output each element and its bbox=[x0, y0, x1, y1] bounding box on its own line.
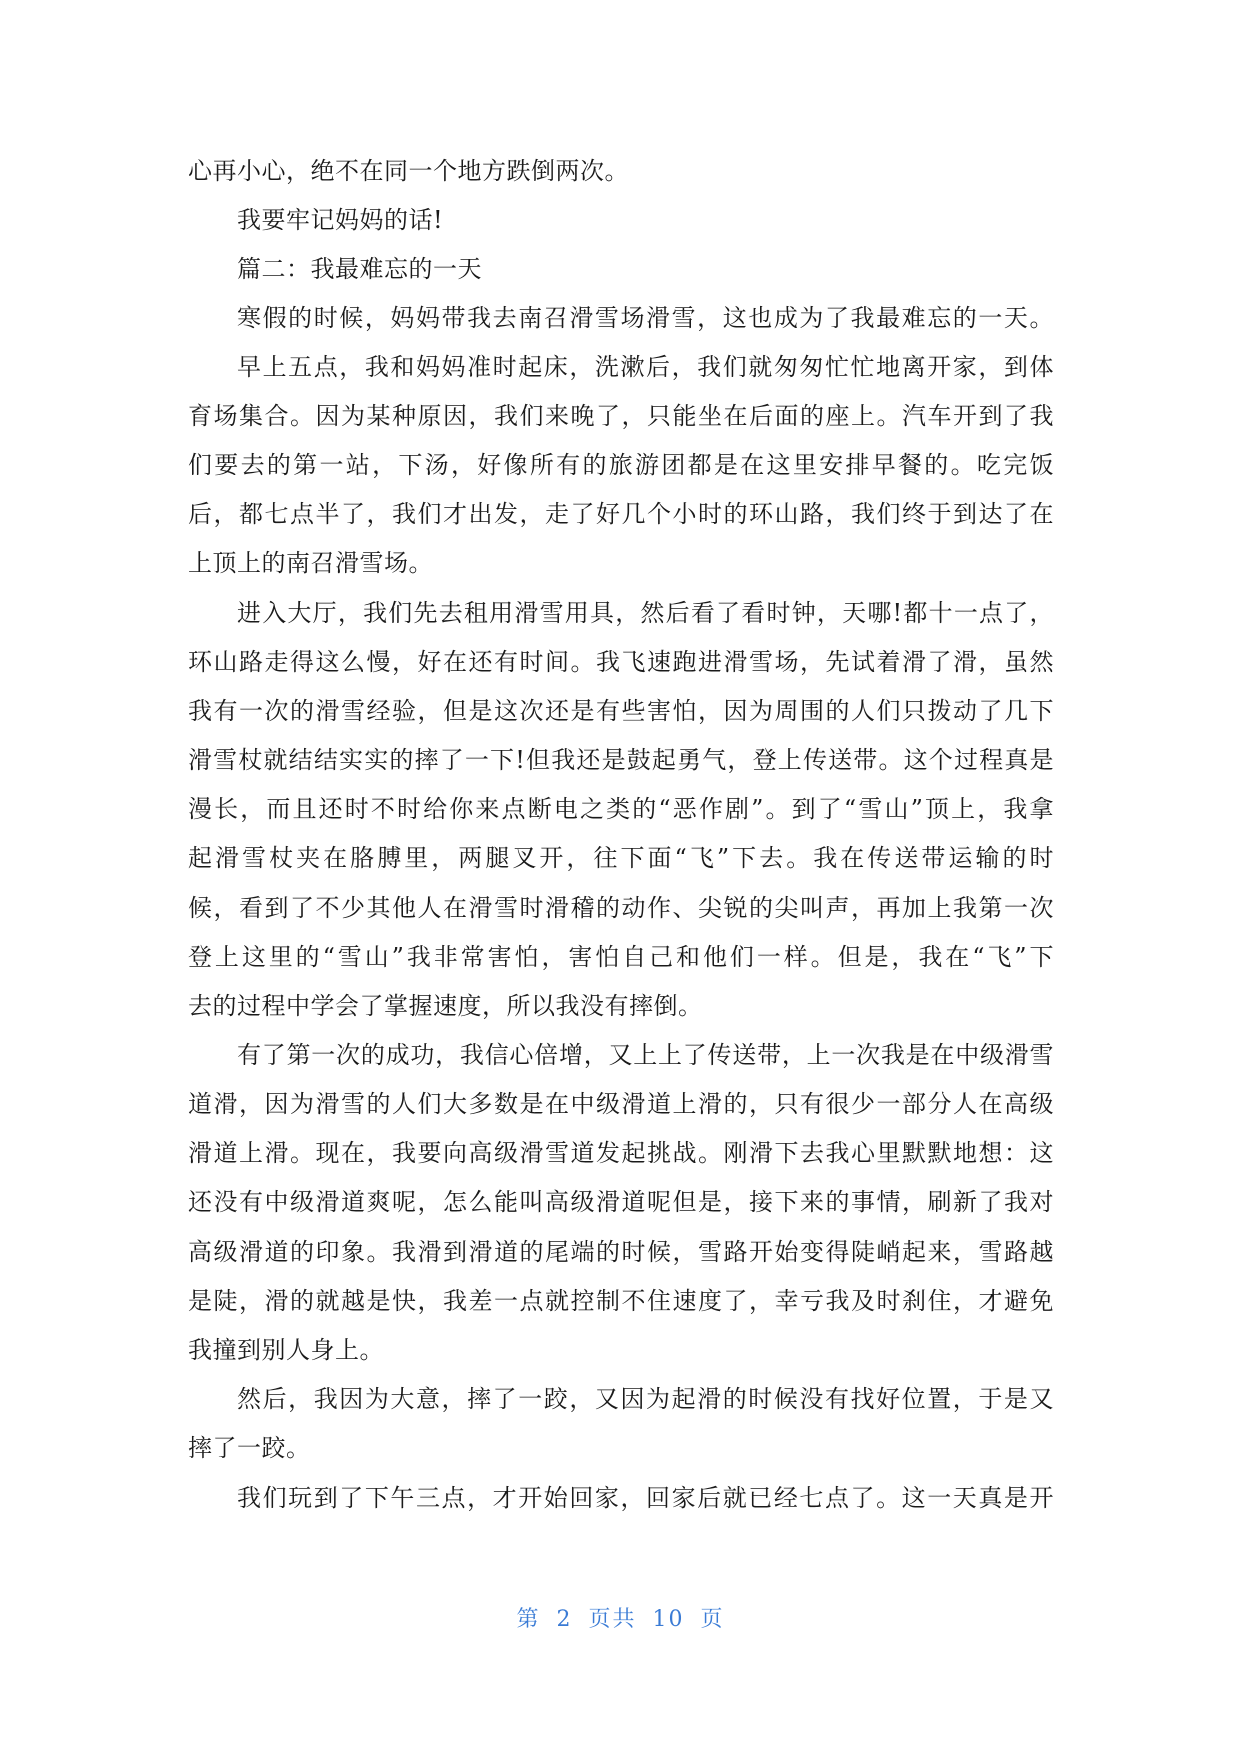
text-line: 滑雪杖就结结实实的摔了一下!但我还是鼓起勇气，登上传送带。这个过程真是 bbox=[188, 746, 1054, 774]
footer-current-page: 2 bbox=[556, 1607, 573, 1632]
text-line: 进入大厅，我们先去租用滑雪用具，然后看了看时钟，天哪!都十一点了， bbox=[237, 599, 1054, 627]
text-line: 道滑，因为滑雪的人们大多数是在中级滑道上滑的，只有很少一部分人在高级 bbox=[188, 1090, 1054, 1118]
text-line: 我有一次的滑雪经验，但是这次还是有些害怕，因为周围的人们只拨动了几下 bbox=[188, 697, 1054, 725]
text-line: 们要去的第一站，下汤，好像所有的旅游团都是在这里安排早餐的。吃完饭 bbox=[188, 451, 1054, 479]
text-line: 后，都七点半了，我们才出发，走了好几个小时的环山路，我们终于到达了在 bbox=[188, 500, 1054, 528]
text-line: 环山路走得这么慢，好在还有时间。我飞速跑进滑雪场，先试着滑了滑，虽然 bbox=[188, 648, 1054, 676]
text-line: 登上这里的“雪山”我非常害怕，害怕自己和他们一样。但是，我在“飞”下 bbox=[188, 943, 1054, 971]
text-line: 我要牢记妈妈的话! bbox=[237, 206, 444, 234]
text-line: 上顶上的南召滑雪场。 bbox=[188, 549, 433, 577]
text-line: 还没有中级滑道爽呢，怎么能叫高级滑道呢但是，接下来的事情，刷新了我对 bbox=[188, 1188, 1054, 1216]
text-line: 高级滑道的印象。我滑到滑道的尾端的时候，雪路开始变得陡峭起来，雪路越 bbox=[188, 1238, 1054, 1266]
page-footer bbox=[0, 1606, 1241, 1634]
text-line: 起滑雪杖夹在胳膊里，两腿叉开，往下面“飞”下去。我在传送带运输的时 bbox=[188, 844, 1054, 872]
text-line: 滑道上滑。现在，我要向高级滑雪道发起挑战。刚滑下去我心里默默地想：这 bbox=[188, 1139, 1054, 1167]
footer-prefix: 第 bbox=[516, 1607, 541, 1632]
footer-suffix: 页 bbox=[700, 1607, 725, 1632]
text-line: 心再小心，绝不在同一个地方跌倒两次。 bbox=[188, 157, 629, 185]
text-line: 去的过程中学会了掌握速度，所以我没有摔倒。 bbox=[188, 992, 703, 1020]
text-line: 我撞到别人身上。 bbox=[188, 1336, 384, 1364]
text-line: 寒假的时候，妈妈带我去南召滑雪场滑雪，这也成为了我最难忘的一天。 bbox=[237, 304, 1054, 332]
text-line: 早上五点，我和妈妈准时起床，洗漱后，我们就匆匆忙忙地离开家，到体 bbox=[237, 353, 1054, 381]
text-line: 然后，我因为大意，摔了一跤，又因为起滑的时候没有找好位置，于是又 bbox=[237, 1385, 1054, 1413]
footer-total-pages: 10 bbox=[652, 1607, 685, 1632]
text-line: 是陡，滑的就越是快，我差一点就控制不住速度了，幸亏我及时刹住，才避免 bbox=[188, 1287, 1054, 1315]
text-line: 漫长，而且还时不时给你来点断电之类的“恶作剧”。到了“雪山”顶上，我拿 bbox=[188, 795, 1054, 823]
text-line: 候，看到了不少其他人在滑雪时滑稽的动作、尖锐的尖叫声，再加上我第一次 bbox=[188, 894, 1054, 922]
text-line: 育场集合。因为某种原因，我们来晚了，只能坐在后面的座上。汽车开到了我 bbox=[188, 402, 1054, 430]
text-line: 有了第一次的成功，我信心倍增，又上上了传送带，上一次我是在中级滑雪 bbox=[237, 1041, 1054, 1069]
text-line: 摔了一跤。 bbox=[188, 1434, 311, 1462]
text-line: 我们玩到了下午三点，才开始回家，回家后就已经七点了。这一天真是开 bbox=[237, 1484, 1054, 1512]
footer-middle: 页共 bbox=[588, 1607, 637, 1632]
section-heading: 篇二：我最难忘的一天 bbox=[237, 255, 482, 283]
